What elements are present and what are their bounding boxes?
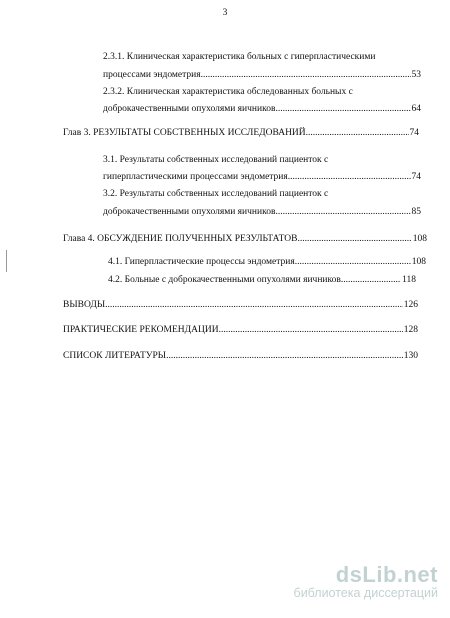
- toc-chapter-3: [63, 127, 419, 139]
- toc-entry-2-3-2-line1: 2.3.2. Клиническая характеристика обследованных больных с: [103, 87, 353, 97]
- toc-entry-text: гиперпластическими процессами эндометрия.: [103, 172, 291, 182]
- toc-entry-text: 4.1. Гиперпластические процессы эндометрия.: [108, 257, 298, 267]
- watermark-subtitle: библиотека диссертаций: [293, 586, 438, 600]
- dot-leader: [298, 233, 412, 245]
- dot-leader: [219, 324, 403, 336]
- dot-leader: [306, 127, 409, 139]
- scan-artifact: [6, 250, 7, 272]
- page-number: 3: [222, 8, 228, 18]
- dot-leader: [166, 350, 403, 362]
- toc-entry-text: Глава 4. ОБСУЖДЕНИЕ ПОЛУЧЕННЫХ РЕЗУЛЬТАТОВ: [63, 234, 298, 244]
- toc-entry-text: СПИСОК ЛИТЕРАТУРЫ: [63, 351, 167, 361]
- dot-leader: [201, 69, 411, 81]
- toc-entry-text: 4.2. Больные с доброкачественными опухолями яичников: [108, 275, 341, 285]
- toc-entry-3-2: [103, 206, 421, 218]
- toc-page-number: 118: [402, 275, 416, 285]
- toc-entry-3-1: [103, 171, 421, 183]
- toc-entry-4-2: [108, 274, 416, 286]
- toc-page-number: 128: [403, 325, 418, 335]
- toc-page-number: 108: [411, 257, 426, 267]
- toc-page-number: 74: [409, 128, 419, 138]
- dot-leader: [290, 171, 410, 183]
- toc-entry-text: доброкачественными опухолями яичников: [103, 207, 276, 217]
- toc-entry-4-1: [108, 256, 426, 268]
- toc-page-number: 64: [411, 104, 421, 114]
- toc-page-number: 130: [403, 351, 418, 361]
- toc-page-number: 108: [412, 234, 427, 244]
- toc-page-number: 53: [411, 70, 421, 80]
- toc-entry-3-2-line1: 3.2. Результаты собственных исследований пациенток с: [103, 189, 329, 199]
- toc-recommendations: [63, 324, 418, 336]
- dot-leader: [275, 206, 410, 218]
- toc-bibliography: [63, 350, 418, 362]
- dot-leader: [297, 256, 411, 268]
- toc-entry-2-3-1: [103, 69, 421, 81]
- dot-leader: [275, 103, 410, 115]
- toc-conclusions: [63, 299, 418, 311]
- toc-entry-text: Глав 3. РЕЗУЛЬТАТЫ СОБСТВЕННЫХ ИССЛЕДОВАНИЙ: [63, 128, 306, 138]
- watermark-logo: dsLib.net: [335, 562, 438, 587]
- toc-page-number: 126: [403, 300, 418, 310]
- toc-entry-text: ВЫВОДЫ: [63, 300, 106, 310]
- watermark: [294, 562, 438, 600]
- dot-leader: [341, 274, 401, 286]
- toc-page-number: 85: [411, 207, 421, 217]
- toc-entry-2-3-1-line1: 2.3.1. Клиническая характеристика больных с гиперпластическими: [103, 52, 376, 62]
- toc-entry-3-1-line1: 3.1. Результаты собственных исследований пациенток с: [103, 155, 329, 165]
- toc-entry-text: доброкачественными опухолями яичников: [103, 104, 276, 114]
- toc-chapter-4: [63, 233, 427, 245]
- dot-leader: [105, 299, 403, 311]
- toc-entry-text: процессами эндометрия: [103, 70, 201, 80]
- toc-entry-2-3-2: [103, 103, 421, 115]
- toc-page-number: 74: [411, 172, 421, 182]
- toc-entry-text: ПРАКТИЧЕСКИЕ РЕКОМЕНДАЦИИ: [63, 325, 219, 335]
